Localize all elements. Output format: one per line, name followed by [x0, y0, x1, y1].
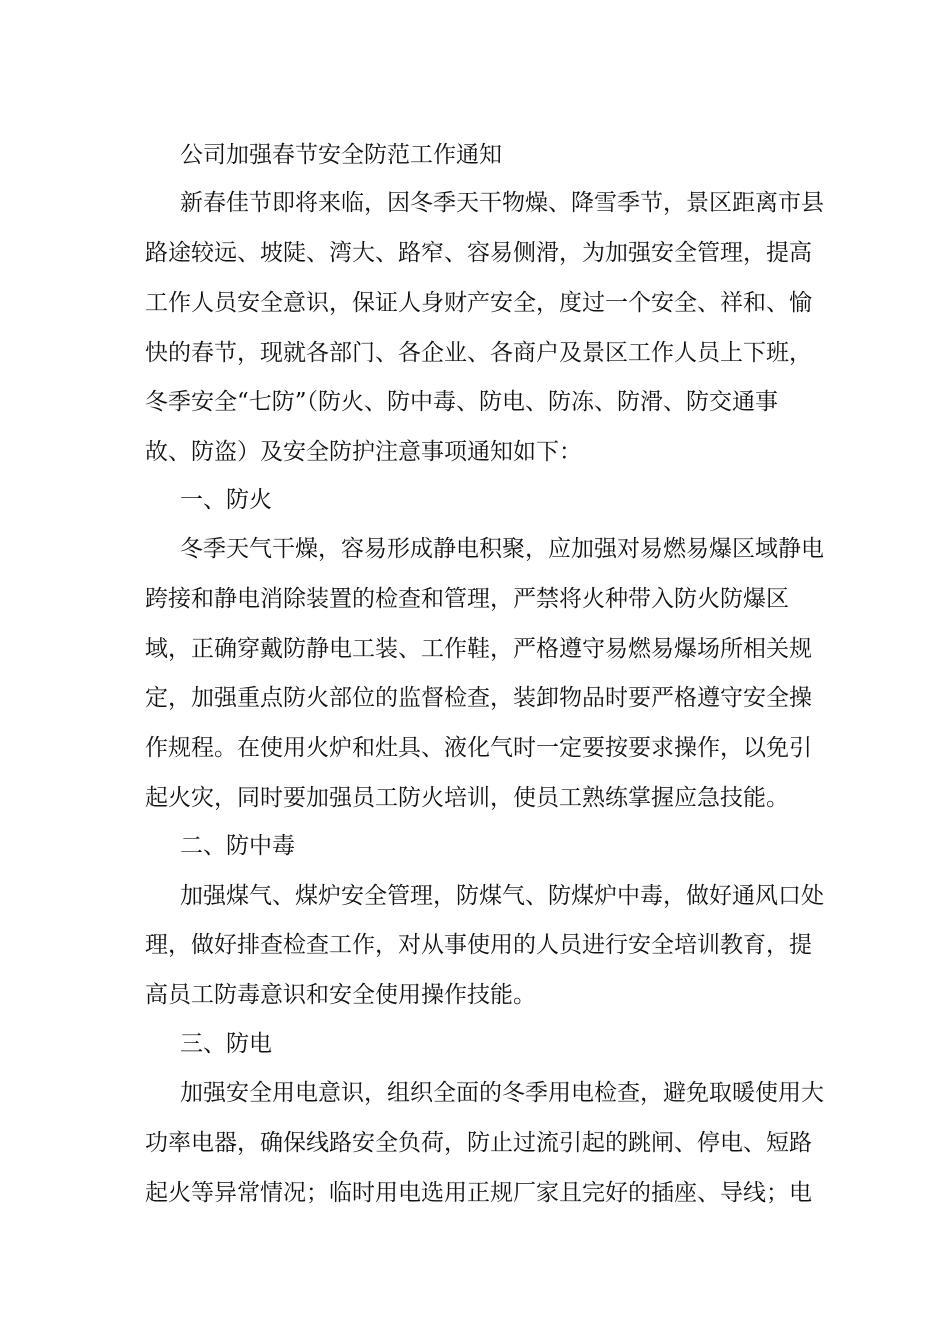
section-heading-poisoning: 二、防中毒 — [180, 833, 295, 859]
section-line: 跨接和静电消除装置的检查和管理，严禁将火种带入防火防爆区 — [145, 586, 789, 612]
section-line: 起火等异常情况；临时用电选用正规厂家且完好的插座、导线；电 — [145, 1180, 812, 1206]
section-line: 加强安全用电意识，组织全面的冬季用电检查，避免取暖使用大 — [180, 1080, 824, 1106]
section-line: 理，做好排查检查工作，对从事使用的人员进行安全培训教育，提 — [145, 932, 812, 958]
section-line: 加强煤气、煤炉安全管理，防煤气、防煤炉中毒，做好通风口处 — [180, 883, 824, 909]
section-line: 作规程。在使用火炉和灶具、液化气时一定要按要求操作，以免引 — [145, 735, 812, 761]
document-title: 公司加强春节安全防范工作通知 — [180, 142, 502, 168]
section-heading-fire: 一、防火 — [180, 487, 272, 513]
intro-line: 故、防盗）及安全防护注意事项通知如下： — [145, 439, 582, 465]
intro-line: 路途较远、坡陡、湾大、路窄、容易侧滑，为加强安全管理，提高 — [145, 240, 812, 266]
intro-line: 工作人员安全意识，保证人身财产安全，度过一个安全、祥和、愉 — [145, 290, 812, 316]
section-line: 冬季天气干燥，容易形成静电积聚，应加强对易燃易爆区域静电 — [180, 536, 824, 562]
section-heading-electricity: 三、防电 — [180, 1031, 272, 1057]
intro-line: 新春佳节即将来临，因冬季天干物燥、降雪季节，景区距离市县 — [180, 190, 824, 216]
section-line: 起火灾，同时要加强员工防火培训，使员工熟练掌握应急技能。 — [145, 785, 789, 811]
section-line: 高员工防毒意识和安全使用操作技能。 — [145, 982, 536, 1008]
intro-line: 冬季安全“七防”（防火、防中毒、防电、防冻、防滑、防交通事 — [145, 389, 779, 415]
section-line: 功率电器，确保线路安全负荷，防止过流引起的跳闸、停电、短路 — [145, 1130, 812, 1156]
intro-line: 快的春节，现就各部门、各企业、各商户及景区工作人员上下班， — [145, 340, 812, 366]
section-line: 定，加强重点防火部位的监督检查，装卸物品时要严格遵守安全操 — [145, 685, 812, 711]
section-line: 域，正确穿戴防静电工装、工作鞋，严格遵守易燃易爆场所相关规 — [145, 636, 812, 662]
